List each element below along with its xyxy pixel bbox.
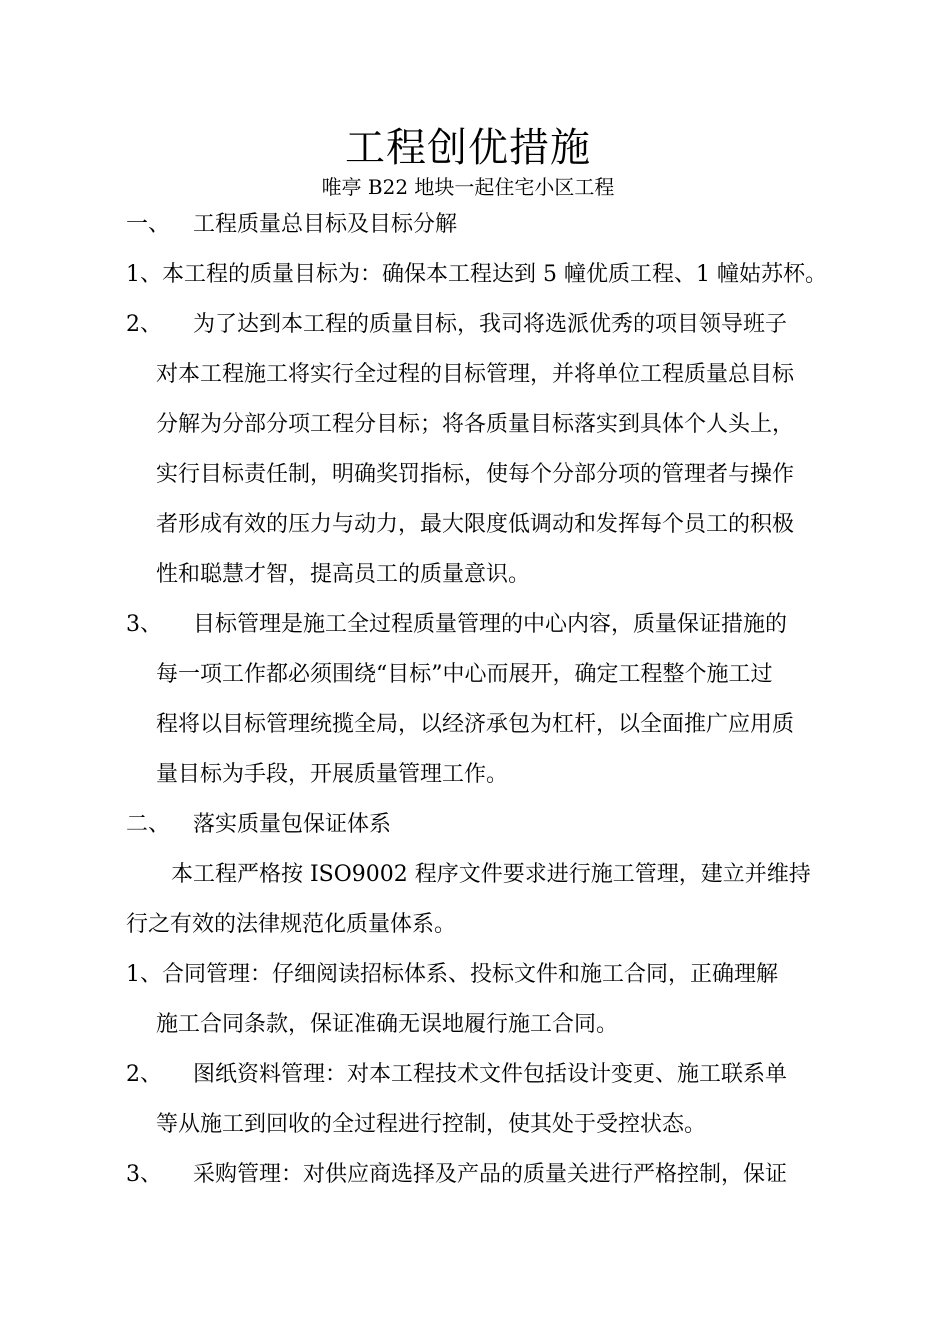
- item-2-line: 分解为分部分项工程分目标；将各质量目标落实到具体个人头上，: [156, 412, 795, 437]
- section-1-heading: 工程质量总目标及目标分解: [193, 212, 458, 237]
- page-title: 工程创优措施: [345, 125, 591, 171]
- item-2-line: 实行目标责任制，明确奖罚指标，使每个分部分项的管理者与操作: [156, 462, 795, 487]
- item-2-line: 为了达到本工程的质量目标，我司将选派优秀的项目领导班子: [193, 312, 788, 337]
- page-subtitle: 唯亭 B22 地块一起住宅小区工程: [321, 175, 615, 199]
- item-2-line: 性和聪慧才智，提高员工的质量意识。: [156, 562, 531, 587]
- item-3-line: 目标管理是施工全过程质量管理的中心内容，质量保证措施的: [193, 612, 788, 637]
- item-3-marker: 3、: [126, 612, 162, 637]
- item-3-line: 程将以目标管理统揽全局，以经济承包为杠杆，以全面推广应用质: [156, 712, 795, 737]
- item-2-line: 者形成有效的压力与动力，最大限度低调动和发挥每个员工的积极: [156, 512, 795, 537]
- section-1-marker: 一、: [126, 212, 171, 237]
- management-item-1: 1、合同管理：仔细阅读招标体系、投标文件和施工合同，正确理解: [126, 962, 778, 987]
- paragraph-point-1: 1、本工程的质量目标为：确保本工程达到 5 幢优质工程、1 幢姑苏杯。: [126, 262, 827, 287]
- section-2-marker: 二、: [126, 812, 171, 837]
- intro-line: 本工程严格按 ISO9002 程序文件要求进行施工管理，建立并维持: [171, 862, 811, 887]
- section-2-heading: 落实质量包保证体系: [193, 812, 392, 837]
- management-item-2-line: 图纸资料管理：对本工程技术文件包括设计变更、施工联系单: [193, 1062, 788, 1087]
- management-item-2-marker: 2、: [126, 1062, 162, 1087]
- management-item-2-line: 等从施工到回收的全过程进行控制，使其处于受控状态。: [156, 1112, 707, 1137]
- item-3-line: 每一项工作都必须围绕“目标”中心而展开，确定工程整个施工过: [156, 662, 773, 687]
- item-3-line: 量目标为手段，开展质量管理工作。: [156, 762, 509, 787]
- management-item-1-cont: 施工合同条款，保证准确无误地履行施工合同。: [156, 1012, 619, 1037]
- intro-line: 行之有效的法律规范化质量体系。: [126, 912, 457, 937]
- item-2-line: 对本工程施工将实行全过程的目标管理，并将单位工程质量总目标: [156, 362, 795, 387]
- item-2-marker: 2、: [126, 312, 162, 337]
- management-item-3-marker: 3、: [126, 1162, 162, 1187]
- management-item-3-line: 采购管理：对供应商选择及产品的质量关进行严格控制，保证: [193, 1162, 788, 1187]
